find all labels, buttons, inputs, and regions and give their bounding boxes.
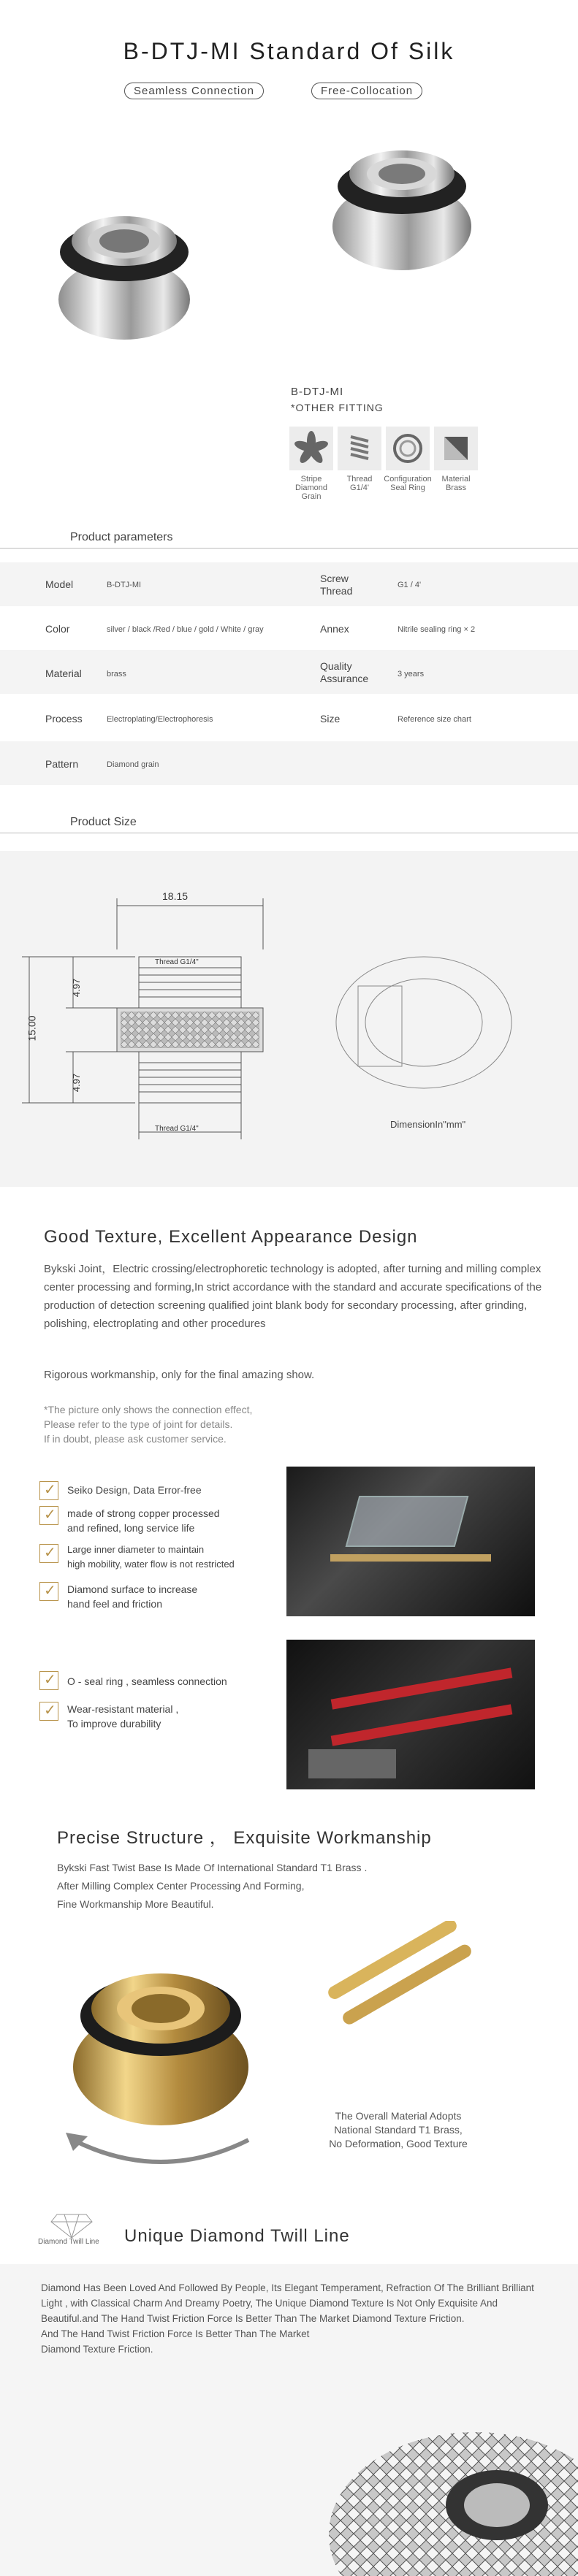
model-code: B-DTJ-MI [291,386,344,398]
param-label: Model [45,578,74,590]
installation-photo-2 [286,1640,535,1789]
feature-check-icon [39,1702,58,1724]
feature-check-icon [39,1506,58,1529]
diamond-title: Unique Diamond Twill Line [124,2226,350,2246]
feature-check-icon [39,1481,58,1504]
thread-icon [338,427,381,470]
thread-top-label: Thread G1/4" [155,958,199,966]
icon-label-seal: Configuration Seal Ring [384,475,432,492]
param-label: Screw Thread [320,573,353,597]
feature-text: made of strong copper processed and refined, long service life [67,1507,220,1534]
param-value: silver / black /Red / blue / gold / White / gray [107,625,264,634]
material-caption: The Overall Material Adopts National Standard T1 Brass, No Deformation, Good Texture [329,2110,468,2149]
feature-check-icon [39,1582,58,1605]
page-title: B-DTJ-MI Standard Of Silk [123,38,455,64]
param-label: Color [45,623,70,635]
icon-label-brass: Material Brass [441,475,471,492]
feature-check-icon [39,1544,58,1567]
param-value: Diamond grain [107,760,159,769]
tag-collocation: Free-Collocation [311,83,422,99]
brass-rods-image [314,1921,490,2030]
texture-paragraph: Bykski Joint，Electric crossing/electrophoretic technology is adopted, after turning and milling complex center processing and forming,In strict accordance with the standard and accurate specifications of the production of detection screening qualified joint blank body for secondary processing, after grinding, polishing, electroplating and other procedures [44,1263,542,1330]
dimension-unit: DimensionIn"mm" [390,1119,466,1130]
dim-thread-top: 4.97 [71,978,83,998]
param-label: Annex [320,623,349,635]
param-value: Nitrile sealing ring × 2 [398,625,476,634]
divider [0,548,578,549]
other-fitting-label: *OTHER FITTING [291,402,384,413]
param-value: G1 / 4' [398,581,422,589]
diamond-logo-text: Diamond Twill Line [38,2238,99,2246]
param-label: Material [45,668,82,679]
feature-text: Wear-resistant material , To improve durability [67,1703,179,1730]
brass-fitting-image [44,1928,278,2176]
param-row-bg [0,741,578,785]
icon-label-thread: Thread G1/4' [346,475,373,492]
texture-paragraph-2: Rigorous workmanship, only for the final amazing show. [44,1369,315,1381]
params-title: Product parameters [70,531,173,543]
size-diagram [15,876,570,1169]
structure-paragraph: Bykski Fast Twist Base Is Made Of International Standard T1 Brass . After Milling Complex Center Processing And Forming, Fine Workmanship More Beautiful. [57,1862,368,1910]
diamond-logo-icon [50,2206,94,2239]
feature-text: O - seal ring , seamless connection [67,1675,227,1687]
param-label: Quality Assurance [320,660,369,684]
knurled-closeup-image [314,2396,578,2576]
param-label: Size [320,713,341,725]
dim-thread-bottom: 4.97 [71,1073,83,1093]
param-value: B-DTJ-MI [107,581,142,589]
seal-ring-icon [386,427,430,470]
tag-seamless: Seamless Connection [124,83,264,99]
dim-height: 15.00 [26,1015,38,1042]
param-label: Process [45,713,83,725]
dim-width: 18.15 [162,890,189,902]
feature-text: Diamond surface to increase hand feel and friction [67,1583,198,1610]
feature-check-icon [39,1671,58,1694]
fitting-right [332,150,471,270]
brass-icon [434,427,478,470]
param-value: 3 years [398,670,425,679]
param-value: Electroplating/Electrophoresis [107,715,213,724]
feature-text: Seiko Design, Data Error-free [67,1484,202,1496]
size-title: Product Size [70,816,137,828]
param-row-bg [0,562,578,606]
disclaimer-note: *The picture only shows the connection effect, Please refer to the type of joint for details. If in doubt, please ask customer service. [44,1404,253,1445]
fitting-left [58,216,190,340]
diamond-grain-icon [289,427,333,470]
icon-label-grain: Stripe Diamond Grain [294,475,328,501]
product-hero-image [44,117,497,365]
diamond-paragraph: Diamond Has Been Loved And Followed By People, Its Elegant Temperament, Refraction Of The Brilliant Brilliant Light , with Classical Charm And Dreamy Poetry, The Unique Diamond Texture Is Not Only Exquisite And Beautiful.and The Hand Twist Friction Force Is Better Than The Market Diamond Texture Friction. And The Hand Twist Friction Force Is Better Than The Market Diamond Texture Friction. [41,2282,534,2355]
param-label: Pattern [45,758,79,770]
feature-text: Large inner diameter to maintain high mobility, water flow is not restricted [67,1544,235,1570]
texture-title: Good Texture, Excellent Appearance Design [44,1227,418,1247]
param-value: brass [107,670,126,679]
installation-photo-1 [286,1467,535,1616]
param-value: Reference size chart [398,715,471,724]
structure-title: Precise Structure ， Exquisite Workmanship [57,1828,432,1848]
param-row-bg [0,650,578,694]
thread-bottom-label: Thread G1/4" [155,1125,199,1133]
